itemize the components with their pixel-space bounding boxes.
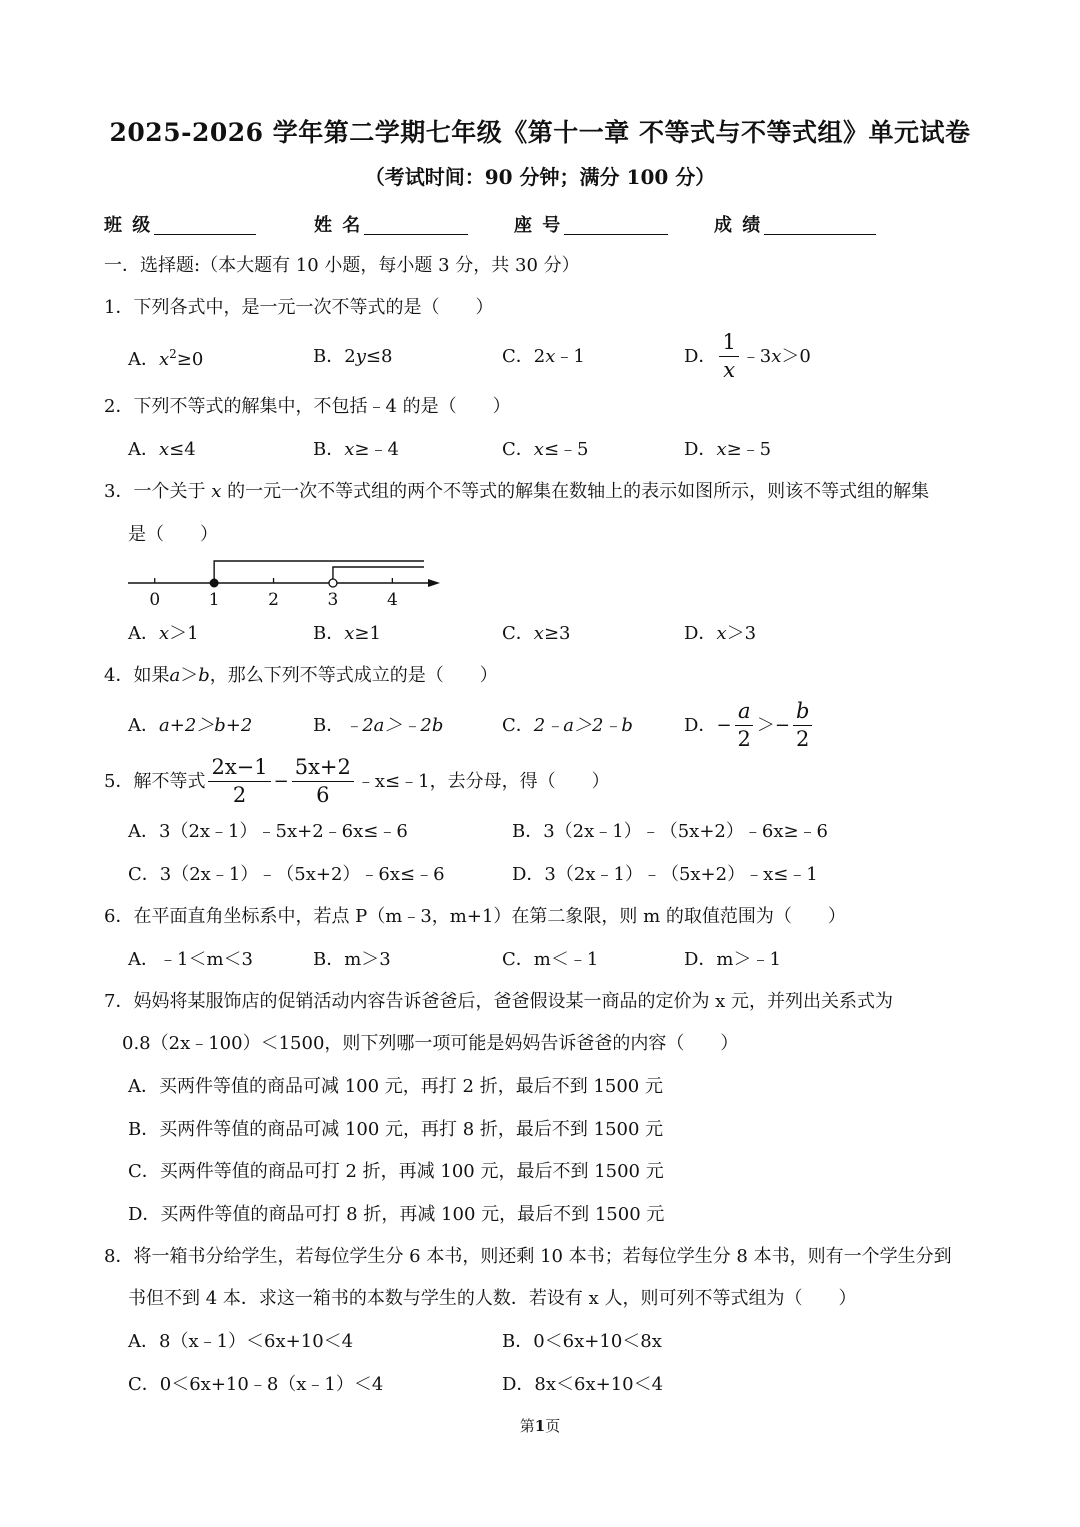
option-label: B． — [313, 439, 345, 460]
math-text: 2 — [344, 346, 356, 367]
q3-option-d[interactable] — [684, 625, 756, 643]
option-label: A． — [128, 623, 159, 644]
q7-option-b[interactable]: B．买两件等值的商品可减 100 元，再打 8 折，最后不到 1500 元 — [128, 1119, 664, 1140]
option-label: C． — [502, 439, 534, 460]
math-expression: a+2＞b+2 — [159, 715, 253, 736]
q6-option-d[interactable]: D．m＞﹣1 — [684, 949, 781, 970]
field-seat-label: 座 号 — [514, 215, 563, 236]
q5-option-c[interactable]: C．3（2x﹣1）﹣（5x+2）﹣6x≤﹣6 — [128, 864, 445, 885]
field-name-label: 姓 名 — [314, 215, 363, 236]
fraction-denominator: x — [723, 358, 736, 383]
question-3-stem — [104, 483, 929, 501]
fraction — [735, 700, 754, 751]
fraction-denominator: 2 — [737, 727, 751, 752]
math-var: x — [771, 345, 782, 367]
option-label: D． — [684, 623, 717, 644]
q2-option-d[interactable] — [684, 441, 771, 459]
q3-option-c[interactable] — [502, 625, 570, 643]
math-var: x — [716, 623, 727, 644]
tick-label: 4 — [386, 590, 398, 610]
math-var: x — [211, 481, 222, 502]
option-label: C． — [502, 346, 534, 367]
field-score-blank[interactable] — [764, 214, 876, 235]
math-text: ＞1 — [169, 623, 199, 644]
q6-option-b[interactable]: B．m＞3 — [313, 949, 391, 970]
math-var: x — [159, 623, 170, 644]
question-8-stem: 8．将一箱书分给学生，若每位学生分 6 本书，则还剩 10 本书；若每位学生分 8 本书，则有一个学生分到 — [104, 1246, 952, 1267]
q6-option-c[interactable]: C．m＜﹣1 — [502, 949, 599, 970]
question-4-stem — [104, 667, 498, 685]
exam-subtitle: （考试时间：90 分钟；满分 100 分） — [364, 165, 716, 189]
fraction-denominator: 2 — [796, 727, 810, 752]
option-label: C． — [502, 715, 534, 736]
question-1-stem: 1．下列各式中，是一元一次不等式的是（ ） — [104, 297, 494, 318]
math-text: ＞− — [756, 714, 790, 736]
q7-option-a[interactable]: A．买两件等值的商品可减 100 元，再打 2 折，最后不到 1500 元 — [128, 1076, 663, 1097]
question-7-stem: 7．妈妈将某服饰店的促销活动内容告诉爸爸后，爸爸假设某一商品的定价为 x 元，并列出关系式为 — [104, 991, 894, 1012]
stem-text: ﹣x≤﹣1，去分母，得（ ） — [356, 770, 610, 792]
q4-option-a[interactable] — [128, 717, 252, 735]
tick-label: 1 — [208, 590, 220, 610]
closed-point — [210, 579, 218, 587]
math-text: ≥1 — [354, 623, 381, 644]
q3-option-a[interactable] — [128, 625, 199, 643]
q2-option-c[interactable] — [502, 441, 588, 459]
math-var: x — [344, 623, 355, 644]
page-number-value: 1 — [534, 1417, 546, 1435]
option-label: B． — [313, 623, 345, 644]
fraction-numerator: 1 — [719, 331, 738, 357]
option-label: A． — [128, 349, 159, 370]
math-text: ≥3 — [543, 623, 571, 644]
question-8-stem-line2: 书但不到 4 本．求这一箱书的本数与学生的人数．若设有 x 人，则可列不等式组为（ ） — [128, 1288, 857, 1309]
field-class-blank[interactable] — [154, 214, 256, 235]
tick-label: 2 — [268, 590, 279, 610]
question-6-stem: 6．在平面直角坐标系中，若点 P（m﹣3，m+1）在第二象限，则 m 的取值范围为（ ） — [104, 906, 846, 927]
field-score-label: 成 绩 — [714, 215, 763, 236]
fraction-denominator: 6 — [316, 783, 330, 808]
tick-label: 0 — [149, 590, 161, 610]
field-seat — [514, 214, 668, 235]
option-label: C． — [502, 623, 534, 644]
fraction — [719, 331, 738, 382]
q2-option-b[interactable] — [313, 441, 399, 459]
fraction-numerator: 2x−1 — [208, 756, 270, 782]
q5-option-d[interactable]: D．3（2x﹣1）﹣（5x+2）﹣x≤﹣1 — [512, 864, 818, 885]
q8-option-b[interactable]: B．0＜6x+10＜8x — [502, 1331, 662, 1352]
stem-text: 3．一个关于 — [104, 481, 206, 502]
q8-option-a[interactable]: A．8（x﹣1）＜6x+10＜4 — [128, 1331, 354, 1352]
q1-option-d[interactable] — [684, 331, 811, 382]
field-name — [314, 214, 468, 235]
q7-option-d[interactable]: D．买两件等值的商品可打 8 折，再减 100 元，最后不到 1500 元 — [128, 1204, 665, 1225]
option-label: B． — [313, 346, 345, 367]
axis-arrow — [428, 579, 440, 587]
math-text: − — [716, 714, 732, 736]
option-label: A． — [128, 439, 159, 460]
math-var: x — [533, 623, 544, 644]
math-text: ＞ — [180, 665, 199, 686]
fraction — [292, 756, 354, 807]
question-3-stem-line2: 是（ ） — [128, 524, 218, 545]
question-5-stem — [104, 756, 610, 807]
fraction — [793, 700, 812, 751]
question-2-stem: 2．下列不等式的解集中，不包括﹣4 的是（ ） — [104, 396, 511, 417]
q6-option-a[interactable]: A．﹣1＜m＜3 — [128, 949, 253, 970]
option-label: D． — [684, 345, 717, 367]
field-class — [104, 214, 256, 235]
tick-label: 3 — [327, 590, 339, 610]
math-text: ≥﹣4 — [354, 439, 399, 460]
math-text: ≥﹣5 — [726, 439, 772, 460]
math-text: ＞3 — [726, 623, 757, 644]
math-text: ≤8 — [365, 346, 393, 367]
field-seat-blank[interactable] — [564, 214, 668, 235]
math-text: ≥0 — [176, 349, 204, 370]
q1-option-a[interactable] — [128, 348, 203, 369]
q7-option-c[interactable]: C．买两件等值的商品可打 2 折，再减 100 元，最后不到 1500 元 — [128, 1161, 664, 1182]
fraction — [208, 756, 270, 807]
option-label: A． — [128, 715, 159, 736]
math-var: x — [159, 349, 170, 370]
field-score — [714, 214, 876, 235]
fraction-numerator: 5x+2 — [292, 756, 354, 782]
question-7-stem-line2: 0.8（2x﹣100）＜1500，则下列哪一项可能是妈妈告诉爸爸的内容（ ） — [122, 1033, 739, 1054]
field-name-blank[interactable] — [364, 214, 468, 235]
stem-text: 4．如果 — [104, 665, 170, 686]
open-point — [329, 579, 337, 587]
q3-option-b[interactable] — [313, 625, 381, 643]
page-number-post: 页 — [545, 1417, 561, 1435]
fraction-denominator: 2 — [232, 783, 247, 808]
math-expression: ﹣2a＞﹣2b — [344, 715, 444, 736]
field-class-label: 班 级 — [104, 215, 153, 236]
math-text: ﹣3 — [741, 345, 772, 367]
page-number — [0, 1419, 1080, 1434]
math-sup: 2 — [169, 347, 177, 361]
number-line-figure — [128, 553, 440, 611]
q5-option-b[interactable]: B．3（2x﹣1）﹣（5x+2）﹣6x≥﹣6 — [512, 821, 829, 842]
q8-option-c[interactable]: C．0＜6x+10﹣8（x﹣1）＜4 — [128, 1374, 384, 1395]
math-var: a — [169, 665, 181, 686]
math-var: x — [159, 439, 170, 460]
math-var: x — [716, 439, 727, 460]
math-var: y — [355, 346, 366, 367]
option-label: D． — [684, 439, 717, 460]
math-var: x — [344, 439, 355, 460]
q1-option-b[interactable] — [313, 348, 392, 366]
q1-option-c[interactable] — [502, 348, 585, 366]
page-title: 2025-2026 学年第二学期七年级《第十一章 不等式与不等式组》单元试卷 — [109, 118, 971, 147]
stem-text: 5．解不等式 — [104, 770, 206, 792]
q8-option-d[interactable]: D．8x＜6x+10＜4 — [502, 1374, 664, 1395]
ray-open — [333, 567, 424, 579]
q2-option-a[interactable] — [128, 441, 196, 459]
math-text: ﹣1 — [555, 346, 585, 367]
stem-text: ，那么下列不等式成立的是（ ） — [209, 665, 498, 686]
stem-text: 的一元一次不等式组的两个不等式的解集在数轴上的表示如图所示，则该不等式组的解集 — [227, 481, 930, 502]
math-text: ≤﹣5 — [543, 439, 589, 460]
option-label: D． — [684, 714, 717, 736]
page-number-pre: 第 — [519, 1417, 535, 1435]
math-text: − — [273, 770, 289, 792]
math-var: x — [533, 439, 544, 460]
q4-option-d[interactable] — [684, 700, 815, 751]
q4-option-b[interactable] — [313, 717, 443, 735]
q5-option-a[interactable]: A．3（2x﹣1）﹣5x+2﹣6x≤﹣6 — [128, 821, 408, 842]
math-var: b — [198, 665, 210, 686]
math-text: 2 — [533, 346, 546, 367]
math-text: ＞0 — [781, 345, 811, 367]
fraction-numerator: a — [735, 700, 754, 726]
math-expression: 2﹣a＞2﹣b — [533, 715, 633, 736]
section-heading: 一．选择题:（本大题有 10 小题，每小题 3 分，共 30 分） — [104, 255, 580, 276]
math-var: x — [545, 346, 556, 367]
math-text: ≤4 — [169, 439, 196, 460]
fraction-numerator: b — [793, 700, 812, 726]
option-label: B． — [313, 715, 345, 736]
q4-option-c[interactable] — [502, 717, 633, 735]
